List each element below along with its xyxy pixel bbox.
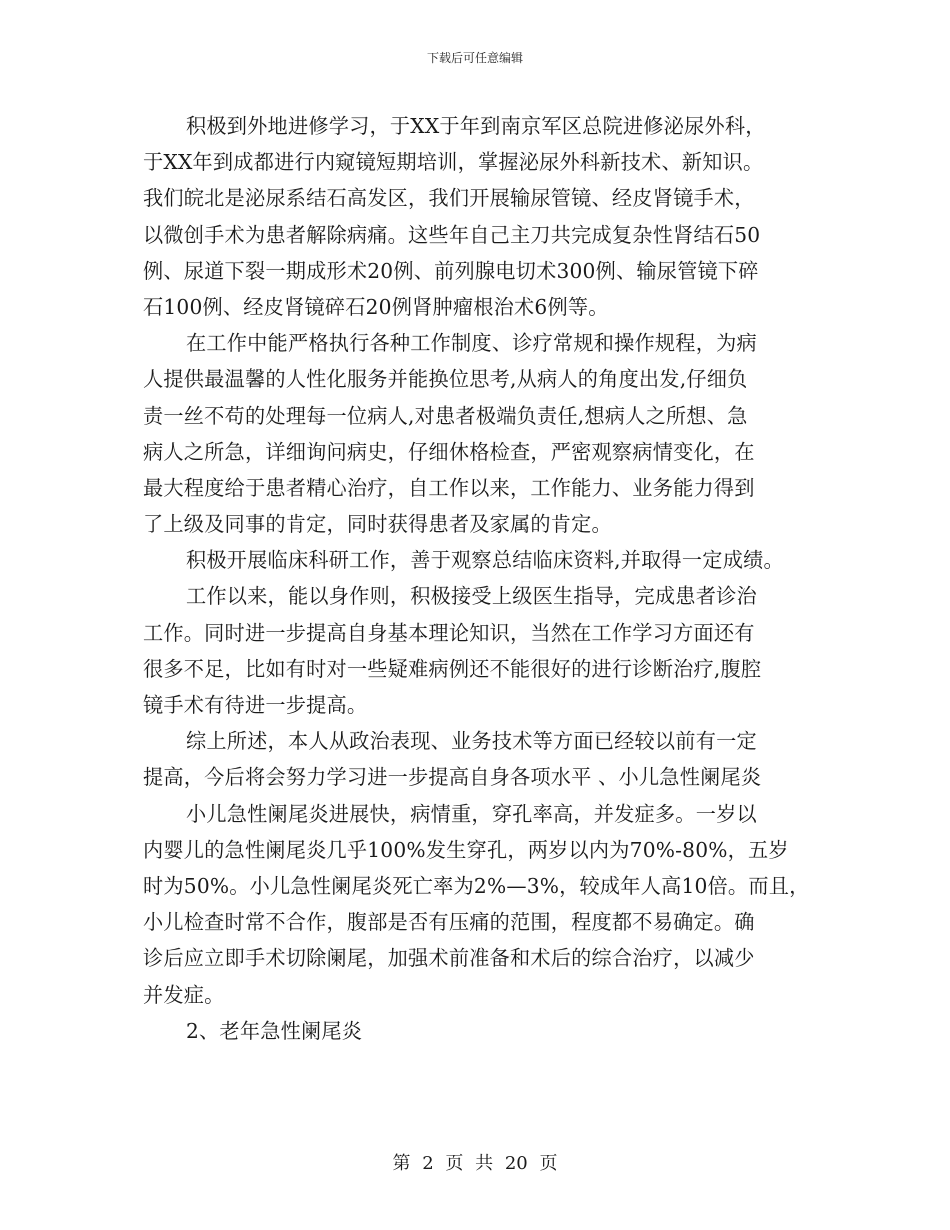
document-body [143,108,823,1049]
text-line: 并发症。 [143,982,225,1007]
text-line: 内婴儿的急性阑尾炎几乎100%发生穿孔，两岁以内为70%-80%，五岁 [143,837,789,862]
text-line: 很多不足，比如有时对一些疑难病例还不能很好的进行诊断治疗,腹腔 [143,656,762,681]
text-line: 在工作中能严格执行各种工作制度、诊疗常规和操作规程，为病 [186,331,757,356]
page-footer: 第 2 页 共 20 页 [392,1153,558,1174]
text-line: 小儿急性阑尾炎进展快，病情重，穿孔率高，并发症多。一岁以 [186,801,757,826]
text-line: 以微创手术为患者解除病痛。这些年自己主刀共完成复杂性肾结石50 [143,222,761,247]
text-line: 最大程度给于患者精心治疗，自工作以来，工作能力、业务能力得到 [143,475,755,500]
text-line: 了上级及同事的肯定，同时获得患者及家属的肯定。 [143,512,612,537]
text-line: 综上所述，本人从政治表现、业务技术等方面已经较以前有一定 [186,729,757,754]
text-line: 人提供最温馨的人性化服务并能换位思考,从病人的角度出发,仔细负 [143,367,748,392]
text-line: 例、尿道下裂一期成形术20例、前列腺电切术300例、输尿管镜下碎 [143,258,759,283]
text-line: 工作。同时进一步提高自身基本理论知识，当然在工作学习方面还有 [143,620,755,645]
text-line: 提高，今后将会努力学习进一步提高自身各项水平 、小儿急性阑尾炎 [143,765,762,790]
text-line: 积极到外地进修学习，于XX于年到南京军区总院进修泌尿外科， [186,114,766,138]
page-header: 下载后可任意编辑 [426,51,523,65]
text-line: 2、老年急性阑尾炎 [186,1018,363,1043]
text-line: 小儿检查时常不合作，腹部是否有压痛的范围，程度都不易确定。确 [143,910,755,935]
text-line: 镜手术有待进一步提高。 [143,693,368,717]
text-line: 石100例、经皮肾镜碎石20例肾肿瘤根治术6例等。 [143,294,609,319]
text-line: 诊后应立即手术切除阑尾，加强术前准备和术后的综合治疗，以减少 [143,946,755,971]
text-line: 我们皖北是泌尿系结石高发区，我们开展输尿管镜、经皮肾镜手术， [143,186,755,211]
text-line: 责一丝不苟的处理每一位病人,对患者极端负责任,想病人之所想、急 [143,403,748,428]
text-line: 于XX年到成都进行内窥镜短期培训，掌握泌尿外科新技术、新知识。 [143,150,764,175]
text-line: 时为50%。小儿急性阑尾炎死亡率为2%—3%，较成年人高10倍。而且， [143,873,810,898]
text-line: 积极开展临床科研工作，善于观察总结临床资料,并取得一定成绩。 [186,548,784,573]
text-line: 工作以来，能以身作则，积极接受上级医生指导，完成患者诊治 [186,584,757,609]
text-line: 病人之所急，详细询问病史，仔细休格检查，严密观察病情变化，在 [143,439,755,464]
